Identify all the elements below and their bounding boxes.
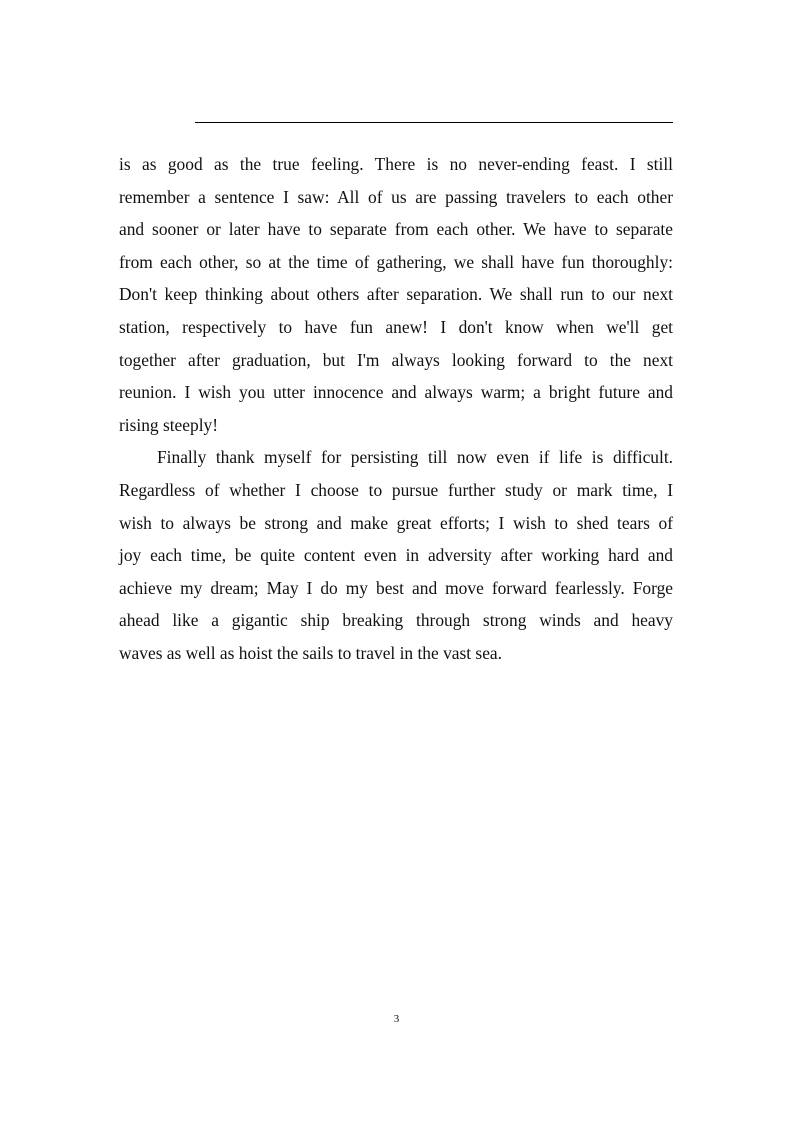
text-line: remember a sentence I saw: All of us are passing travelers to each other [119,186,673,207]
text-line: joy each time, be quite content even in adversity after working hard and [119,545,673,566]
paragraph-end-line: rising steeply! [119,414,219,435]
page-number: 3 [393,1013,400,1025]
text-line: from each other, so at the time of gathering, we shall have fun thoroughly: [119,251,673,272]
text-line: and sooner or later have to separate from each other. We have to separate [119,219,673,240]
text-line: together after graduation, but I'm always looking forward to the next [119,349,673,370]
paragraph-start-line: Finally thank myself for persisting till now even if life is difficult. [157,447,673,468]
text-line: wish to always be strong and make great efforts; I wish to shed tears of [119,512,673,533]
text-line: Regardless of whether I choose to pursue further study or mark time, I [119,479,673,500]
body-text [119,148,673,670]
text-line: achieve my dream; May I do my best and move forward fearlessly. Forge [119,577,673,598]
text-line: reunion. I wish you utter innocence and always warm; a bright future and [119,382,673,403]
header-rule [195,122,673,123]
text-line: Don't keep thinking about others after separation. We shall run to our next [119,284,673,305]
text-line: ahead like a gigantic ship breaking through strong winds and heavy [119,610,673,631]
text-line: station, respectively to have fun anew! I don't know when we'll get [119,316,673,337]
paragraph-end-line: waves as well as hoist the sails to travel in the vast sea. [119,642,502,663]
text-line: is as good as the true feeling. There is no never-ending feast. I still [119,154,673,174]
